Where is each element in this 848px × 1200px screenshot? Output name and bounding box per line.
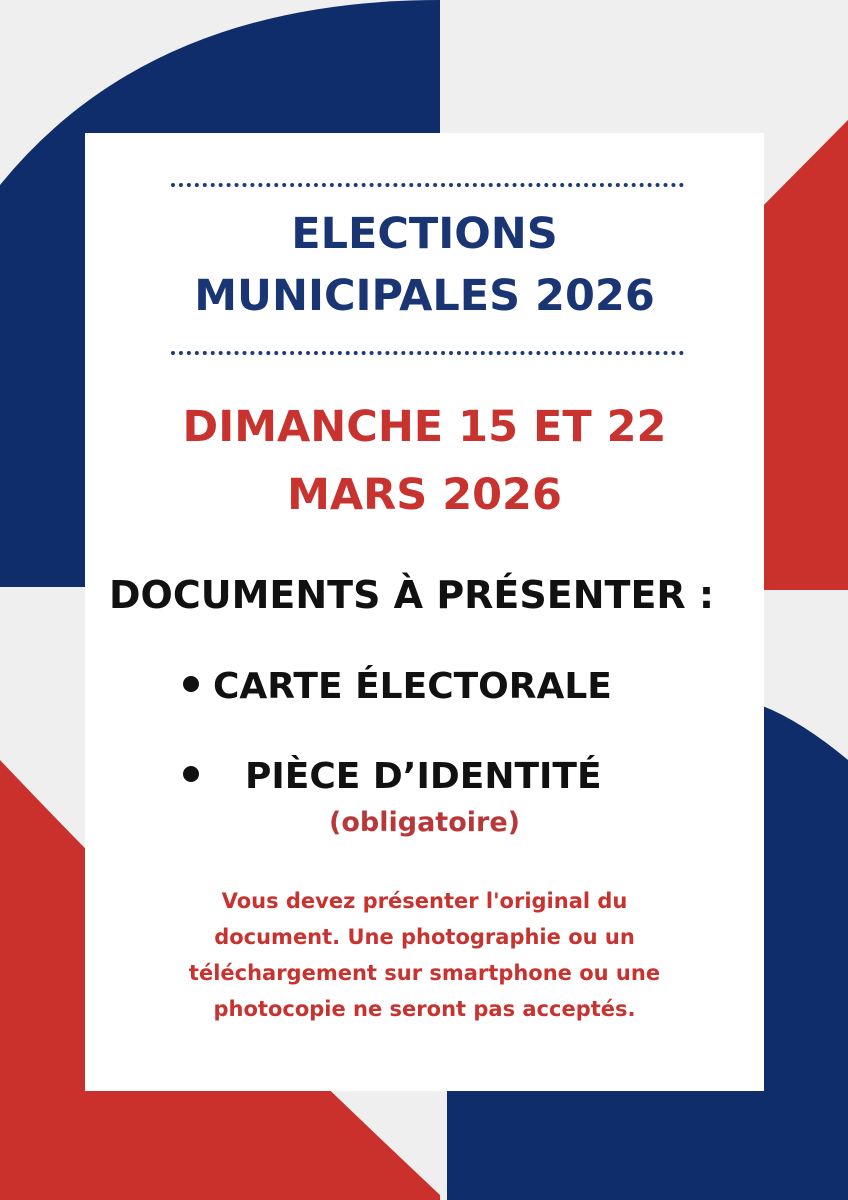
dotted-divider-top <box>171 183 684 187</box>
title-line-2: MUNICIPALES 2026 <box>194 271 655 321</box>
notice-line-3: téléchargement sur smartphone ou une <box>188 961 661 985</box>
date-line-2: MARS 2026 <box>287 470 562 520</box>
bullet-icon <box>183 676 199 692</box>
date-line-1: DIMANCHE 15 ET 22 <box>182 402 667 452</box>
election-dates <box>85 393 764 529</box>
title-line-1: ELECTIONS <box>291 209 558 259</box>
notice-line-2: document. Une photographie ou un <box>214 925 635 949</box>
original-document-notice <box>155 883 694 1027</box>
document-item-label: PIÈCE D’IDENTITÉ <box>245 756 602 797</box>
documents-heading: DOCUMENTS À PRÉSENTER : <box>109 573 715 617</box>
document-item-id <box>183 753 602 801</box>
bullet-icon <box>183 766 199 782</box>
info-card <box>85 133 764 1091</box>
document-item-label: CARTE ÉLECTORALE <box>213 666 612 707</box>
dotted-divider-bottom <box>171 351 684 355</box>
notice-line-4: photocopie ne seront pas acceptés. <box>213 997 636 1021</box>
notice-line-1: Vous devez présenter l'original du <box>221 889 628 913</box>
mandatory-note: (obligatoire) <box>329 807 520 838</box>
election-title <box>85 203 764 327</box>
document-item-voter-card <box>183 663 612 711</box>
